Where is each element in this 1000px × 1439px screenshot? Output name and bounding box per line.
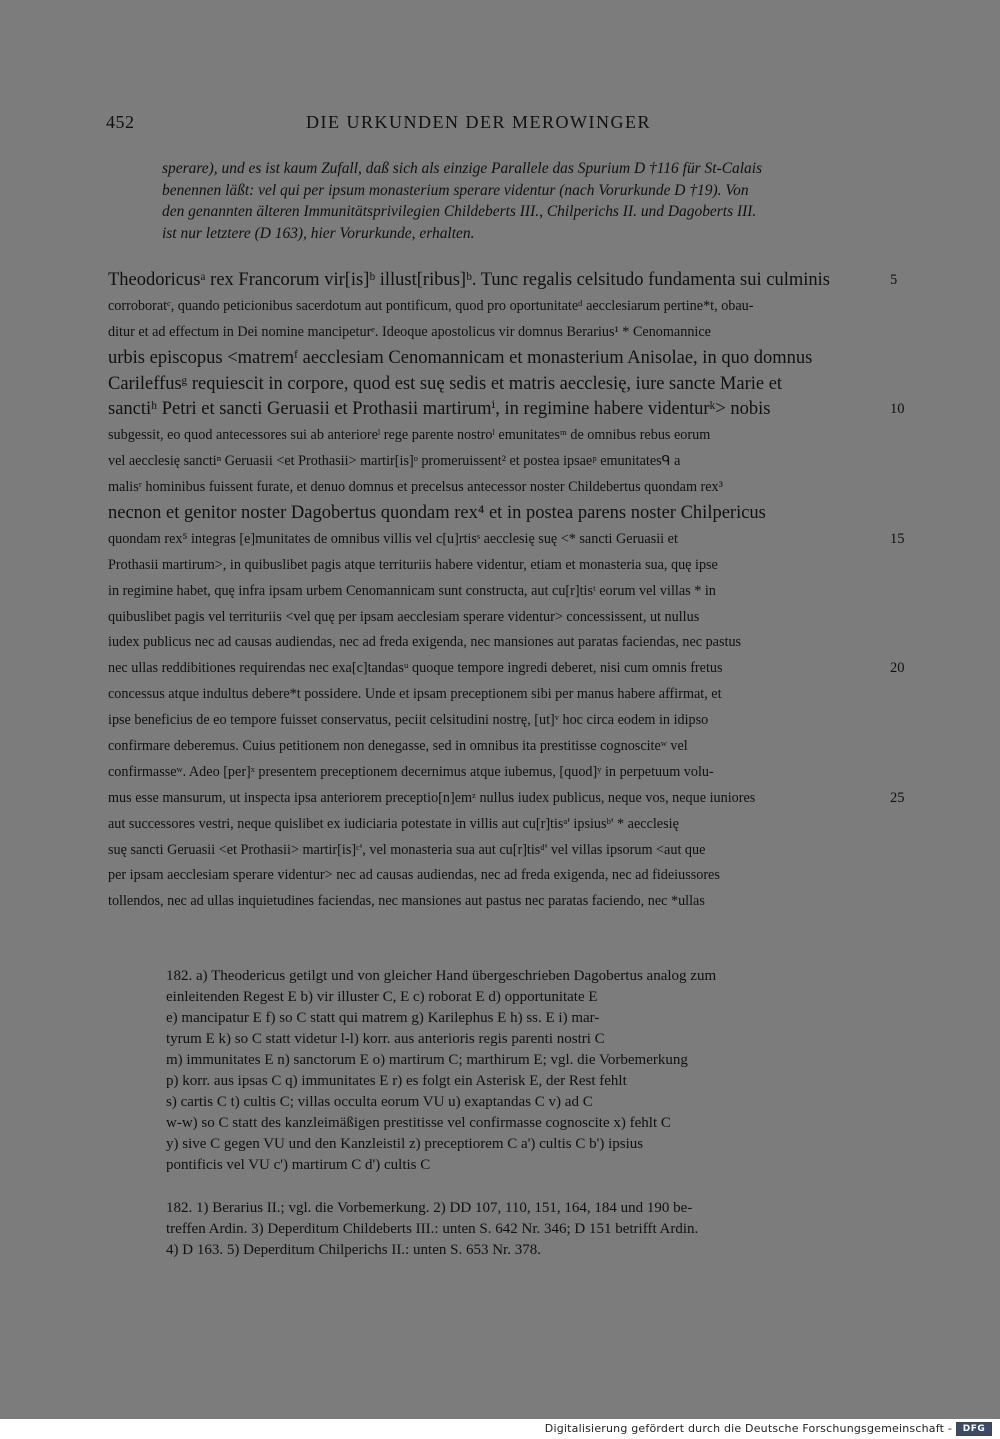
- variant-line: s) cartis C t) cultis C; villas occulta eorum VU u) exaptandas C v) ad C: [166, 1094, 593, 1110]
- text-line: suę sancti Geruasii <et Prothasii> martir[is]ᶜ', vel monasteria sua aut cu[r]tisᵈ' vel villas ipsorum <aut que: [108, 841, 706, 858]
- line-number: 15: [890, 530, 905, 547]
- line-number: 25: [890, 789, 905, 806]
- variant-line: w-w) so C statt des kanzleimäßigen prestitisse vel confirmasse cognoscite x) fehlt C: [166, 1115, 671, 1131]
- dfg-logo-icon[interactable]: DFG: [956, 1422, 992, 1436]
- text-line: per ipsam aecclesiam sperare videntur> nec ad causas audiendas, nec ad freda exigenda, nec ad fideiussores: [108, 867, 720, 884]
- text-line: Theodoricusᵃ rex Francorum vir[is]ᵇ illust[ribus]ᵇ. Tunc regalis celsitudo fundamenta sui culminis 5: [108, 268, 868, 294]
- page-header: [106, 112, 866, 136]
- text-line: vel aecclesię sanctiⁿ Geruasii <et Prothasii> martir[is]ᵒ promeruissent² et postea ipsaeᵖ emunitatesᑫ a: [108, 453, 681, 470]
- variant-line: y) sive C gegen VU und den Kanzleistil z) preceptiorem C a') cultis C b') ipsius: [166, 1136, 644, 1152]
- preliminary-remark: [162, 158, 870, 244]
- variant-line: p) korr. aus ipsas C q) immunitates E r) es folgt ein Asterisk E, der Rest fehlt: [166, 1073, 627, 1089]
- text-line: in regimine habet, quę infra ipsam urbem Cenomannicam sunt constructa, aut cu[r]tisᵗ eorum vel villas * in: [108, 582, 716, 599]
- text-line: nec ullas reddibitiones requirendas nec exa[c]tandasᵘ quoque tempore ingredi deberet, nisi cum omnis fretus 20: [108, 656, 868, 682]
- running-title: DIE URKUNDEN DER MEROWINGER: [306, 112, 651, 132]
- charter-text: [108, 268, 905, 915]
- note-line: 4) D 163. 5) Deperditum Chilperichs II.: unten S. 653 Nr. 378.: [166, 1242, 541, 1258]
- text-line: aut successores vestri, neque quislibet ex iudiciaria potestate in villis aut cu[r]tisᵃ' ipsiusᵇ' * aecclesię: [108, 815, 679, 832]
- text-line: ipse beneficius de eo tempore fuisset conservatus, peciit celsitudini nostrę, [ut]ᵛ hoc circa eodem in idipso: [108, 712, 709, 729]
- variant-line: e) mancipatur E f) so C statt qui matrem g) Karilephus E h) ss. E i) mar-: [166, 1010, 600, 1026]
- note-line: treffen Ardin. 3) Deperditum Childeberts III.: unten S. 642 Nr. 346; D 151 betrifft Ardin.: [166, 1221, 699, 1237]
- note-line: 182. 1) Berarius II.; vgl. die Vorbemerkung. 2) DD 107, 110, 151, 164, 184 und 190 be-: [166, 1200, 693, 1216]
- variant-line: pontificis vel VU c') martirum C d') cultis C: [166, 1157, 431, 1173]
- text-line: quibuslibet pagis vel territuriis <vel quę per ipsam aecclesiam sperare videntur> concessissent, ut nullus: [108, 608, 700, 625]
- digitization-footer: [0, 1419, 1000, 1439]
- funding-notice: Digitalisierung gefördert durch die Deutsche Forschungsgemeinschaft -: [544, 1422, 952, 1435]
- line-number: 5: [890, 272, 898, 288]
- text-line: Carileffusᵍ requiescit in corpore, quod est suę sedis et matris aecclesię, iure sancte Marie et: [108, 373, 783, 394]
- variant-line: einleitenden Regest E b) vir illuster C, E c) roborat E d) opportunitate E: [166, 989, 598, 1005]
- text-line: Prothasii martirum>, in quibuslibet pagis atque territuriis habere videntur, etiam et monasteria sua, quę ipse: [108, 556, 718, 573]
- text-line: mus esse mansurum, ut inspecta ipsa anteriorem preceptio[n]emᶻ nullus iudex publicus, neque vos, neque iuniores 25: [108, 786, 868, 812]
- text-line: ditur et ad effectum in Dei nomine mancipeturᵉ. Ideoque apostolicus vir domnus Berarius¹ * Cenomannice: [108, 323, 711, 340]
- page-number: 452: [106, 112, 135, 132]
- text-line: corroboratᶜ, quando peticionibus sacerdotum aut pontificum, quod pro oportunitateᵈ aecclesiarum pertine*t, obau-: [108, 297, 754, 314]
- text-line: urbis episcopus <matremᶠ aecclesiam Cenomannicam et monasterium Anisolae, in quo domnus: [108, 347, 813, 368]
- text-line: confirmasseʷ. Adeo [per]ˣ presentem preceptionem decernimus atque iubemus, [quod]ʸ in perpetuum volu-: [108, 763, 714, 780]
- text-line: necnon et genitor noster Dagobertus quondam rex⁴ et in postea parens noster Chilpericus: [108, 503, 766, 524]
- intro-line: benennen läßt: vel qui per ipsum monasterium sperare videntur (nach Vorurkunde D †19). Von: [162, 181, 749, 199]
- text-line: malisʳ hominibus fuissent furate, et denuo domnus et precelsus antecessor noster Childebertus quondam rex³: [108, 479, 723, 496]
- variant-line: 182. a) Theodericus getilgt und von gleicher Hand übergeschrieben Dagobertus analog zum: [166, 968, 717, 984]
- text-line: quondam rex⁵ integras [e]munitates de omnibus villis vel c[u]rtisˢ aecclesię suę <* sancti Geruasii et 15: [108, 527, 868, 553]
- text-line: confirmare deberemus. Cuius petitionem non denegasse, sed in omnibus ita prestitisse cognosciteʷ vel: [108, 738, 688, 755]
- textual-variants-apparatus: [166, 966, 870, 1176]
- line-number: 20: [890, 660, 905, 677]
- intro-line: ist nur letztere (D 163), hier Vorurkunde, erhalten.: [162, 224, 475, 242]
- intro-line: sperare), und es ist kaum Zufall, daß sich als einzige Parallele das Spurium D †116 für St-Calais: [162, 160, 763, 177]
- text-line: subgessit, eo quod antecessores sui ab anterioreˡ rege parente nostroˡ emunitatesᵐ de omnibus rebus eorum: [108, 427, 711, 444]
- line-number: 10: [890, 401, 905, 418]
- intro-line: den genannten älteren Immunitätsprivilegien Childeberts III., Chilperichs II. und Dagoberts III.: [162, 203, 757, 220]
- text-line: sanctiʰ Petri et sancti Geruasii et Prothasii martirumⁱ, in regimine habere videnturᵏ> nobis 10: [108, 397, 868, 423]
- variant-line: tyrum E k) so C statt videtur l-l) korr. aus anterioris regis parenti nostri C: [166, 1031, 605, 1047]
- commentary-notes: [166, 1198, 870, 1261]
- text-line: tollendos, nec ad ullas inquietudines faciendas, nec mansiones aut pastus nec paratas faciendo, nec *ullas: [108, 893, 705, 910]
- variant-line: m) immunitates E n) sanctorum E o) martirum C; marthirum E; vgl. die Vorbemerkung: [166, 1052, 688, 1068]
- text-line: concessus atque indultus debere*t possidere. Unde et ipsam preceptionem sibi per manus habere affirmat, et: [108, 686, 722, 703]
- text-line: iudex publicus nec ad causas audiendas, nec ad freda exigenda, nec mansiones aut paratas faciendas, nec pastus: [108, 634, 742, 651]
